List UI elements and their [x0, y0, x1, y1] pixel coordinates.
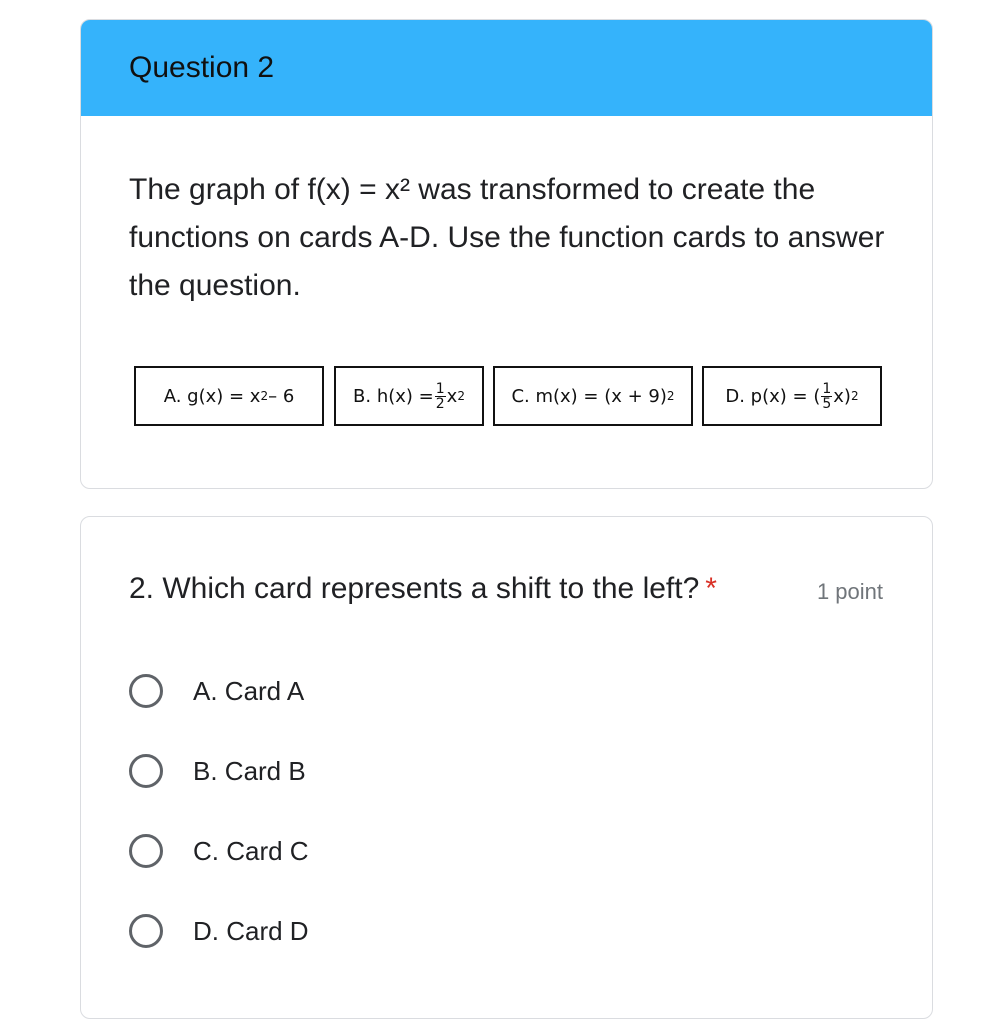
option-label: D. Card D — [193, 915, 309, 946]
card-b-exponent: 2 — [457, 389, 465, 403]
option-card-d[interactable] — [129, 909, 309, 953]
option-label: B. Card B — [193, 755, 306, 786]
card-b-text: B. h(x) = — [353, 385, 434, 407]
function-card-a — [134, 366, 324, 426]
option-card-c[interactable] — [129, 829, 309, 873]
question-card — [80, 516, 933, 1019]
card-c-text: C. m(x) = (x + 9) — [511, 385, 667, 407]
function-card-c — [493, 366, 693, 426]
option-card-b[interactable] — [129, 749, 306, 793]
card-d-variable: x) — [833, 385, 851, 407]
radio-button[interactable] — [129, 754, 163, 788]
question-text: 2. Which card represents a shift to the left? — [129, 572, 700, 605]
section-title: Question 2 — [129, 51, 275, 84]
card-a-exponent: 2 — [260, 389, 269, 403]
card-b-fraction — [435, 382, 446, 411]
card-b-numerator: 1 — [435, 380, 445, 397]
required-asterisk: * — [705, 572, 717, 605]
card-d-exponent: 2 — [850, 389, 859, 403]
card-d-denominator: 5 — [822, 395, 832, 412]
card-d-text: D. p(x) = ( — [725, 385, 821, 407]
function-card-d — [702, 366, 882, 426]
card-a-suffix: – 6 — [268, 385, 295, 407]
card-d-fraction — [821, 382, 832, 411]
radio-button[interactable] — [129, 674, 163, 708]
function-card-b — [334, 366, 484, 426]
points-label: 1 point — [816, 579, 883, 604]
card-c-exponent: 2 — [666, 389, 675, 403]
card-b-variable: x — [446, 385, 458, 407]
radio-button[interactable] — [129, 914, 163, 948]
card-b-denominator: 2 — [435, 395, 445, 412]
option-label: A. Card A — [193, 675, 305, 706]
section-header — [81, 20, 932, 116]
question-title — [129, 571, 717, 607]
radio-button[interactable] — [129, 834, 163, 868]
card-d-numerator: 1 — [822, 380, 832, 397]
card-a-text: A. g(x) = x — [163, 385, 261, 407]
section-card — [80, 19, 933, 489]
option-label: C. Card C — [193, 835, 309, 866]
section-description: The graph of f(x) = x² was transformed to create the functions on cards A-D. Use the function cards to answer the question. — [129, 173, 885, 302]
option-card-a[interactable] — [129, 669, 304, 713]
